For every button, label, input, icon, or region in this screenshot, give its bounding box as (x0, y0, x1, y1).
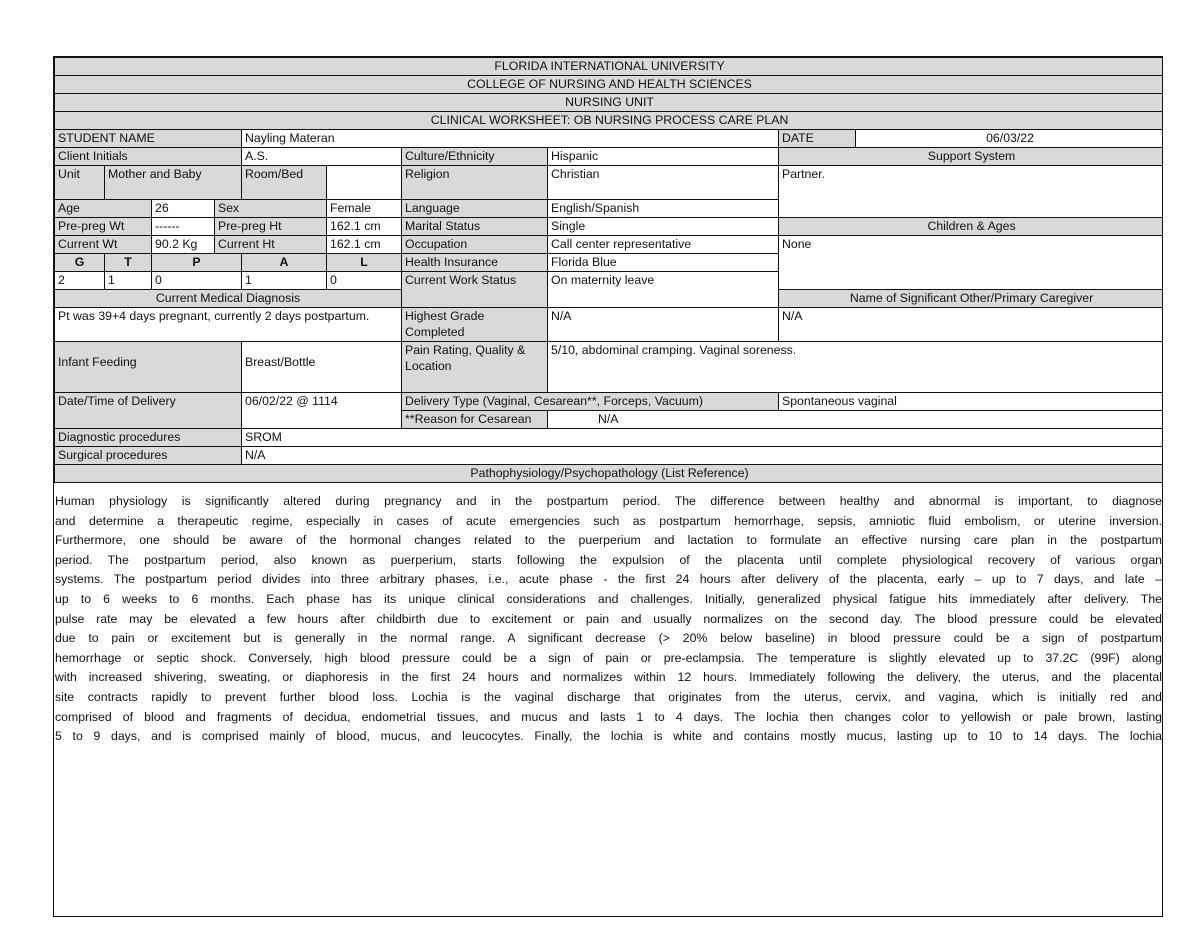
room-bed-label: Room/Bed (242, 166, 327, 200)
insurance-value: Florida Blue (548, 254, 779, 272)
culture-label: Culture/Ethnicity (402, 148, 548, 166)
prepreg-wt-label: Pre-preg Wt (55, 218, 152, 236)
religion-label: Religion (402, 166, 548, 200)
gtpal-p-header: P (152, 254, 242, 272)
current-wt-label: Current Wt (55, 236, 152, 254)
sex-label: Sex (215, 200, 327, 218)
gtpal-t-value: 1 (105, 272, 152, 290)
delivery-datetime-value: 06/02/22 @ 1114 (242, 393, 402, 429)
occupation-label: Occupation (402, 236, 548, 254)
support-system-value: Partner. (779, 166, 1164, 218)
age-label: Age (55, 200, 152, 218)
work-status-value: On maternity leave (548, 272, 779, 308)
patho-line: due to pain or excitement but is generally in the normal range. A significant decrease (> 20% below baseline) in blood pressure could be a sign of postpartum (55, 631, 1162, 646)
diagnostic-label: Diagnostic procedures (55, 429, 242, 447)
header-worksheet-title: CLINICAL WORKSHEET: OB NURSING PROCESS CARE PLAN (55, 112, 1164, 130)
sex-value: Female (327, 200, 402, 218)
religion-value: Christian (548, 166, 779, 200)
pain-value: 5/10, abdominal cramping. Vaginal soreness. (548, 342, 1164, 393)
patho-line: and determine a therapeutic regime, especially in cases of acute emergencies such as postpartum hemorrhage, sepsis, amniotic fluid embolism, or uterine inversion. (55, 513, 1162, 528)
clinical-worksheet (53, 56, 1163, 917)
age-value: 26 (152, 200, 215, 218)
gtpal-l-header: L (327, 254, 402, 272)
prepreg-wt-value: ------ (152, 218, 215, 236)
patho-label: Pathophysiology/Psychopathology (List Reference) (55, 465, 1164, 483)
infant-feeding-value: Breast/Bottle (242, 342, 402, 393)
gtpal-p-value: 0 (152, 272, 242, 290)
diagnosis-label: Current Medical Diagnosis (55, 290, 402, 308)
delivery-type-value: Spontaneous vaginal (779, 393, 1164, 411)
current-ht-label: Current Ht (215, 236, 327, 254)
diagnostic-value: SROM (242, 429, 1164, 447)
delivery-type-label: Delivery Type (Vaginal, Cesarean**, Forceps, Vacuum) (402, 393, 779, 411)
gtpal-g-value: 2 (55, 272, 105, 290)
room-bed-value (327, 166, 402, 200)
insurance-label: Health Insurance (402, 254, 548, 272)
children-value: None (779, 236, 1164, 290)
date-label: DATE (779, 130, 856, 148)
header-unit: NURSING UNIT (55, 94, 1164, 112)
client-initials-value: A.S. (242, 148, 402, 166)
cesarean-reason-value: N/A (548, 411, 1164, 429)
children-label: Children & Ages (779, 218, 1164, 236)
patho-line: up to 6 weeks to 6 months. Each phase has its unique clinical considerations and challenges. Initially, generalized physical fatigue hits immediately after delivery. The (55, 591, 1162, 606)
work-status-label: Current Work Status (402, 272, 548, 308)
gtpal-t-header: T (105, 254, 152, 272)
prepreg-ht-label: Pre-preg Ht (215, 218, 327, 236)
support-system-label: Support System (779, 148, 1164, 166)
language-value: English/Spanish (548, 200, 779, 218)
infant-feeding-label: Infant Feeding (55, 342, 242, 393)
patho-line: Furthermore, one should be aware of the hormonal changes related to the puerperium and lactation to formulate an effective nursing care plan in the postpartum (55, 533, 1162, 548)
patho-line: period. The postpartum period, also known as puerperium, starts following the expulsion of the placenta until complete physiological recovery of various organ (55, 552, 1162, 567)
current-wt-value: 90.2 Kg (152, 236, 215, 254)
cesarean-reason-label: **Reason for Cesarean (402, 411, 548, 429)
patho-line: pulse rate may be elevated a few hours after childbirth due to excitement or pain and usually normalizes on the second day. The blood pressure could be elevated (55, 611, 1162, 626)
patho-line: site contracts rapidly to prevent further blood loss. Lochia is the vaginal discharge that originates from the uterus, cervix, and vagina, which is initially red and (55, 689, 1162, 704)
culture-value: Hispanic (548, 148, 779, 166)
surgical-label: Surgical procedures (55, 447, 242, 465)
unit-value: Mother and Baby (105, 166, 242, 200)
pain-label: Pain Rating, Quality & Location (402, 342, 548, 393)
prepreg-ht-value: 162.1 cm (327, 218, 402, 236)
language-label: Language (402, 200, 548, 218)
grade-value: N/A (548, 308, 779, 342)
patho-line: 5 to 9 days, and is comprised mainly of blood, mucus, and leucocytes. Finally, the lochia is white and contains mostly mucus, lasting up to 10 to 14 days. The lochia (55, 729, 1162, 744)
occupation-value: Call center representative (548, 236, 779, 254)
surgical-value: N/A (242, 447, 1164, 465)
significant-other-value: N/A (779, 308, 1164, 342)
header-college: COLLEGE OF NURSING AND HEALTH SCIENCES (55, 76, 1164, 94)
unit-label: Unit (55, 166, 105, 200)
delivery-datetime-label: Date/Time of Delivery (55, 393, 242, 429)
marital-label: Marital Status (402, 218, 548, 236)
patho-line: hemorrhage or septic shock. Conversely, high blood pressure could be a sign of pain or pre-eclampsia. The temperature is slightly elevated up to 37.2C (99F) along (55, 650, 1162, 665)
client-initials-label: Client Initials (55, 148, 242, 166)
current-ht-value: 162.1 cm (327, 236, 402, 254)
diagnosis-value: Pt was 39+4 days pregnant, currently 2 days postpartum. (55, 308, 402, 342)
gtpal-g-header: G (55, 254, 105, 272)
marital-value: Single (548, 218, 779, 236)
date-value: 06/03/22 (856, 130, 1164, 148)
patho-line: Human physiology is significantly altered during pregnancy and in the postpartum period. The difference between healthy and abnormal is important, to diagnose (55, 494, 1162, 508)
header-university: FLORIDA INTERNATIONAL UNIVERSITY (55, 58, 1164, 76)
significant-other-label: Name of Significant Other/Primary Caregiver (779, 290, 1164, 308)
patho-line: comprised of blood and fragments of decidua, endometrial tissues, and mucus and lasts 1 to 4 days. The lochia then changes color to yellowish or pale brown, lasting (55, 709, 1162, 724)
gtpal-a-value: 1 (242, 272, 327, 290)
gtpal-l-value: 0 (327, 272, 402, 290)
patho-line: with increased shivering, sweating, or diaphoresis in the first 24 hours and normalizes within 12 hours. Immediately following the delivery, the uterus, and the placental (55, 670, 1162, 685)
gtpal-a-header: A (242, 254, 327, 272)
student-name-value: Nayling Materan (242, 130, 779, 148)
pathophysiology-text (54, 483, 1162, 747)
grade-label: Highest Grade Completed (402, 308, 548, 342)
student-name-label: STUDENT NAME (55, 130, 242, 148)
patho-line: systems. The postpartum period divides into three arbitrary phases, i.e., acute phase - the first 24 hours after delivery of the placenta, early – up to 7 days, and late – (55, 572, 1162, 587)
worksheet-table (54, 57, 1163, 483)
